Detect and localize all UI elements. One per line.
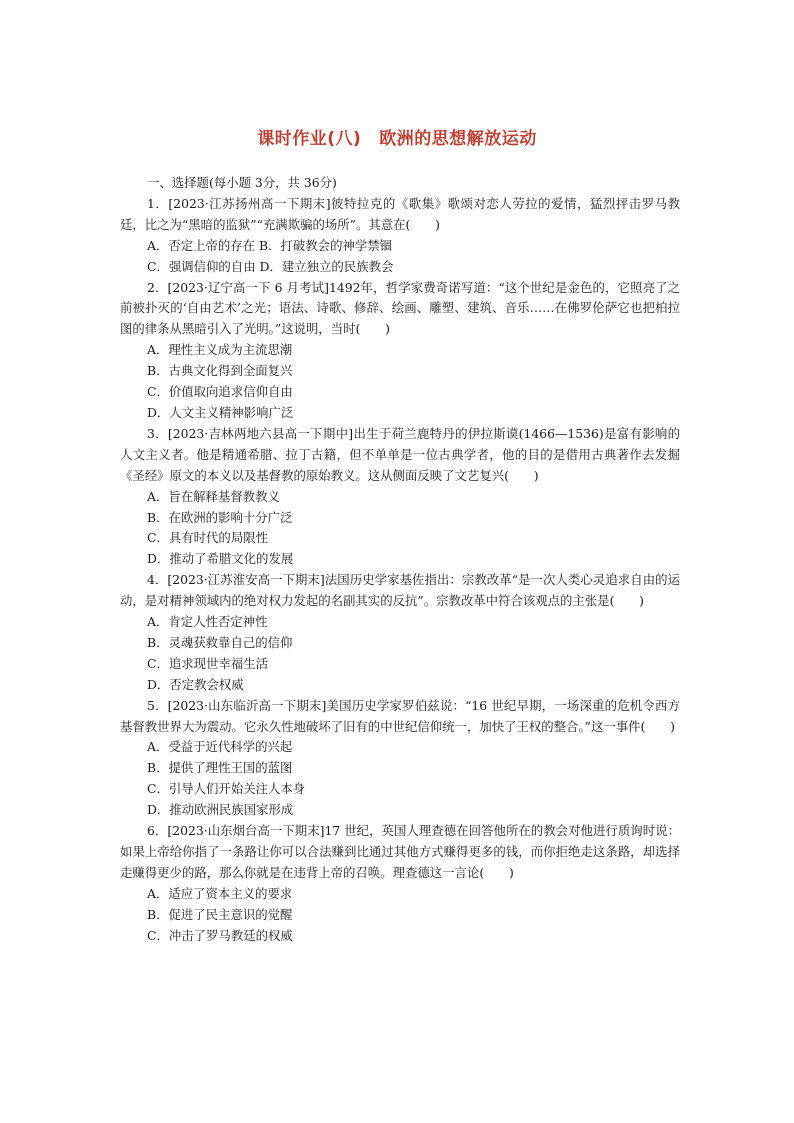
- option-c: C．追求现世幸福生活: [147, 655, 268, 671]
- content-body: [120, 173, 680, 947]
- option-b: B．灵魂获救靠自己的信仰: [147, 634, 293, 650]
- option-a: A．理性主义成为主流思潮: [147, 342, 293, 358]
- question-stem: 2．[2023·辽宁高一下 6 月考试]1492年，哲学家费奇诺写道：“这个世纪是金色的，它照亮了之前被扑灭的‘自由艺术’之光；语法、诗歌、修辞、绘画、雕塑、建筑、音乐……在佛罗伦萨它也把柏拉图的律条从黑暗引入了光明。”这说明，当时( ): [120, 279, 680, 337]
- option-a: A．受益于近代科学的兴起: [147, 739, 293, 755]
- option-b: B．提供了理性王国的蓝图: [147, 760, 293, 776]
- option-c: C．具有时代的局限性: [147, 530, 268, 546]
- question-6: [120, 821, 680, 946]
- option-line: A．否定上帝的存在 B．打破教会的神学禁锢: [147, 237, 393, 253]
- option-d: D．否定教会权威: [147, 676, 244, 692]
- option-c: C．冲击了罗马教廷的权威: [147, 927, 293, 943]
- section-heading: 一、选择题(每小题 3分，共 36分): [147, 175, 337, 190]
- question-stem: 5．[2023·山东临沂高一下期末]美国历史学家罗伯兹说：“16 世纪早期，一场深重的危机令西方基督教世界大为震动。它永久性地破坏了旧有的中世纪信仰统一，加快了王权的整合。”这一事件( ): [120, 697, 680, 734]
- option-d: D．推动欧洲民族国家形成: [147, 802, 294, 818]
- option-a: A．旨在解释基督教教义: [147, 488, 280, 504]
- option-b: B．古典文化得到全面复兴: [147, 363, 293, 379]
- question-1: [120, 194, 680, 278]
- option-a: A．适应了资本主义的要求: [147, 885, 293, 901]
- title-sub: 欧洲的思想解放运动: [379, 129, 537, 149]
- option-d: D．人文主义精神影响广泛: [147, 404, 294, 420]
- question-5: [120, 696, 680, 821]
- question-2: [120, 278, 680, 424]
- option-a: A．肯定人性否定神性: [147, 614, 268, 630]
- option-b: B．在欧洲的影响十分广泛: [147, 509, 293, 525]
- option-b: B．促进了民主意识的觉醒: [147, 906, 293, 922]
- option-d: D．推动了希腊文化的发展: [147, 551, 294, 567]
- option-c: C．价值取向追求信仰自由: [147, 384, 293, 400]
- page-title: [0, 124, 794, 149]
- title-main: 课时作业(八): [257, 129, 362, 149]
- question-stem: 6．[2023·山东烟台高一下期末]17 世纪，英国人理查德在回答他所在的教会对他进行质询时说：如果上帝给你指了一条路让你可以合法赚到比通过其他方式赚得更多的钱，而你拒绝走这条路，却选择走赚得更少的路，那么你就是在违背上帝的召唤。理查德这一言论( ): [120, 823, 680, 880]
- question-stem: 4．[2023·江苏淮安高一下期末]法国历史学家基佐指出：宗教改革“是一次人类心灵追求自由的运动，是对精神领域内的绝对权力发起的名副其实的反抗”。宗教改革中符合该观点的主张是( ): [120, 572, 680, 609]
- question-stem: 3．[2023·吉林两地六县高一下期中]出生于荷兰鹿特丹的伊拉斯谟(1466—1536)是富有影响的人文主义者。他是精通希腊、拉丁古籍，但不单单是一位古典学者，他的目的是借用古典著作去发掘《圣经》原文的本义以及基督教的原始教义。这从侧面反映了文艺复兴( ): [120, 425, 680, 483]
- question-3: [120, 424, 680, 570]
- option-c: C．引导人们开始关注人本身: [147, 781, 306, 797]
- option-line: C．强调信仰的自由 D．建立独立的民族教会: [147, 258, 394, 274]
- question-4: [120, 570, 680, 695]
- question-stem: 1．[2023·江苏扬州高一下期末]彼特拉克的《歌集》歌颂对恋人劳拉的爱情，猛烈抨击罗马教廷，比之为“黑暗的监狱”“充满欺骗的场所”。其意在( ): [120, 195, 680, 232]
